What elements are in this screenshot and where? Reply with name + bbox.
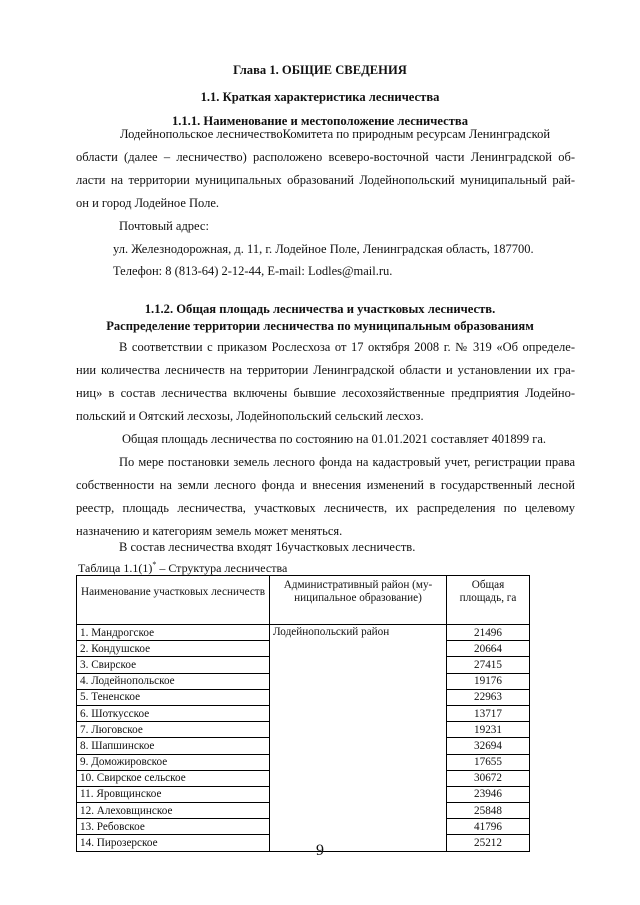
para4-line-3: реестр, площадь лесничества, участковых лесничеств, их распределения по целевому	[76, 501, 575, 515]
area-cell: 20664	[447, 641, 530, 657]
area-cell: 25212	[447, 835, 530, 851]
area-cell: 41796	[447, 819, 530, 835]
area-cell: 23946	[447, 786, 530, 802]
area-cell: 21496	[447, 625, 530, 641]
forestry-name-cell: 11. Яровщинское	[77, 786, 270, 802]
para4-line-2: собственности на земли лесного фонда и внесения изменений в государственный лесной	[76, 478, 575, 492]
postal-address: ул. Железнодорожная, д. 11, г. Лодейное Поле, Ленинградская область, 187700.	[113, 242, 534, 256]
forestry-name-cell: 9. Доможировское	[77, 754, 270, 770]
para1-line-2: области (далее – лесничество) расположено всеверо-восточной части Ленинградской об-	[76, 150, 575, 164]
section-1-1-2-title-line1: 1.1.2. Общая площадь лесничества и участковых лесничеств.	[144, 302, 496, 316]
header-area: Общая площадь, га	[447, 576, 530, 625]
forestry-name-cell: 13. Ребовское	[77, 819, 270, 835]
table-header-row	[77, 576, 530, 625]
header-name: Наименование участковых лесничеств	[77, 576, 270, 625]
area-cell: 22963	[447, 689, 530, 705]
area-cell: 19231	[447, 722, 530, 738]
area-cell: 25848	[447, 803, 530, 819]
forestry-name-cell: 2. Кондушское	[77, 641, 270, 657]
forestry-name-cell: 14. Пирозерское	[77, 835, 270, 851]
postal-label: Почтовый адрес:	[119, 219, 209, 233]
section-1-1-title: 1.1. Краткая характеристика лесничества	[200, 90, 440, 104]
forestry-name-cell: 4. Лодейнопольское	[77, 673, 270, 689]
area-cell: 19176	[447, 673, 530, 689]
forestry-name-cell: 10. Свирское сельское	[77, 770, 270, 786]
area-cell: 17655	[447, 754, 530, 770]
para4-line-4: назначению и категориям земель может меняться.	[76, 524, 343, 538]
table-caption	[78, 561, 287, 574]
section-1-1-2-title-line2: Распределение территории лесничества по муниципальным образованиям	[106, 319, 534, 333]
header-region: Административный район (му-ниципальное образование)	[270, 576, 447, 625]
area-cell: 30672	[447, 770, 530, 786]
para2-line-3: ниц» в состав лесничества включены бывшие лесохозяйственные предприятия Лодейно-	[76, 386, 575, 400]
para1-line-4: он и город Лодейное Поле.	[76, 196, 220, 210]
para1-line-3: ласти на территории муниципальных образований Лодейнопольский муниципальный рай-	[76, 173, 575, 187]
forestry-name-cell: 3. Свирское	[77, 657, 270, 673]
area-cell: 13717	[447, 705, 530, 721]
contacts: Телефон: 8 (813-64) 2-12-44, E-mail: Lodles@mail.ru.	[113, 264, 393, 278]
forestry-name-cell: 5. Тененское	[77, 689, 270, 705]
table-caption-prefix: Таблица 1.1(1)	[78, 561, 153, 575]
area-cell: 32694	[447, 738, 530, 754]
table-row	[77, 625, 530, 641]
forestry-name-cell: 8. Шапшинское	[77, 738, 270, 754]
region-cell: Лодейнопольский район	[270, 625, 447, 852]
forestry-name-cell: 12. Алеховщинское	[77, 803, 270, 819]
page-number: 9	[316, 842, 324, 859]
forestry-structure-table	[76, 575, 530, 852]
para2-line-4: польский и Оятский лесхозы, Лодейнопольский сельский лесхоз.	[76, 409, 424, 423]
table-caption-suffix: – Структура лесничества	[156, 561, 288, 575]
area-cell: 27415	[447, 657, 530, 673]
chapter-title: Глава 1. ОБЩИЕ СВЕДЕНИЯ	[233, 63, 407, 77]
table-caption-mark: *	[152, 560, 157, 569]
para1-line-1: Лодейнопольское лесничествоКомитета по природным ресурсам Ленинградской	[120, 127, 551, 141]
forestry-name-cell: 7. Люговское	[77, 722, 270, 738]
section-1-1-1-title: 1.1.1. Наименование и местоположение лесничества	[171, 114, 469, 128]
forestry-name-cell: 1. Мандрогское	[77, 625, 270, 641]
para5: В состав лесничества входят 16участковых лесничеств.	[119, 540, 416, 554]
para3: Общая площадь лесничества по состоянию на 01.01.2021 составляет 401899 га.	[122, 432, 547, 446]
forestry-name-cell: 6. Шоткусское	[77, 705, 270, 721]
para2-line-1: В соответствии с приказом Рослесхоза от 17 октября 2008 г. № 319 «Об определе-	[119, 340, 575, 354]
para2-line-2: нии количества лесничеств на территории Ленинградской области и установлении их гра-	[76, 363, 575, 377]
para4-line-1: По мере постановки земель лесного фонда на кадастровый учет, регистрации права	[119, 455, 575, 469]
